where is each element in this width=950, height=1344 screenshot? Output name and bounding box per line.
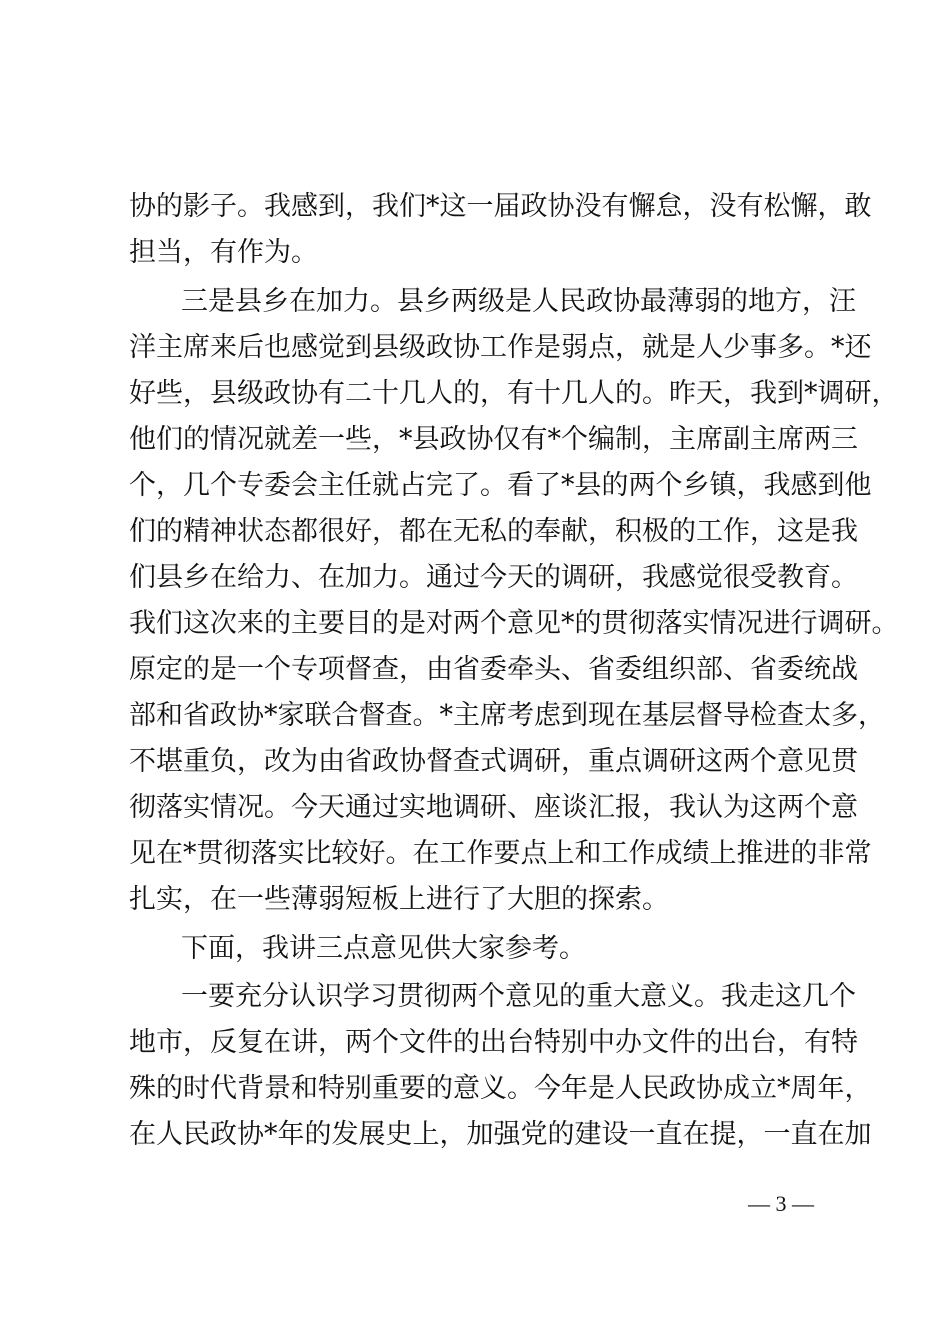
text-line: 们的精神状态都很好，都在无私的奉献，积极的工作，这是我 (129, 516, 858, 547)
text-line: 他们的情况就差一些，*县政协仅有*个编制，主席副主席两三 (129, 424, 858, 455)
text-line: 们县乡在给力、在加力。通过今天的调研，我感觉很受教育。 (129, 562, 858, 593)
text-line: 见在*贯彻落实比较好。在工作要点上和工作成绩上推进的非常 (129, 838, 872, 869)
paragraph-start-line: 三是县乡在加力。县乡两级是人民政协最薄弱的地方，汪 (181, 286, 856, 317)
text-line: 彻落实情况。今天通过实地调研、座谈汇报，我认为这两个意 (129, 792, 858, 823)
text-line: 我们这次来的主要目的是对两个意见*的贯彻落实情况进行调研。 (129, 608, 899, 639)
text-line: 地市，反复在讲，两个文件的出台特别中办文件的出台，有特 (129, 1027, 858, 1058)
text-line: 在人民政协*年的发展史上，加强党的建设一直在提，一直在加 (129, 1119, 872, 1150)
text-line: 洋主席来后也感觉到县级政协工作是弱点，就是人少事多。*还 (129, 332, 872, 363)
text-line: 担当，有作为。 (129, 237, 318, 268)
text-line: 协的影子。我感到，我们*这一届政协没有懈怠，没有松懈，敢 (129, 191, 872, 222)
text-line: 好些，县级政协有二十几人的，有十几人的。昨天，我到*调研， (129, 378, 899, 409)
text-line: 原定的是一个专项督查，由省委牵头、省委组织部、省委统战 (129, 654, 858, 685)
paragraph-start-line: 下面，我讲三点意见供大家参考。 (181, 933, 586, 964)
text-line: 部和省政协*家联合督查。*主席考虑到现在基层督导检查太多， (129, 700, 885, 731)
text-line: 扎实，在一些薄弱短板上进行了大胆的探索。 (129, 884, 669, 915)
text-line: 殊的时代背景和特别重要的意义。今年是人民政协成立*周年， (129, 1073, 872, 1104)
paragraph-start-line: 一要充分认识学习贯彻两个意见的重大意义。我走这几个 (181, 981, 856, 1012)
text-line: 不堪重负，改为由省政协督查式调研，重点调研这两个意见贯 (129, 746, 858, 777)
text-line: 个，几个专委会主任就占完了。看了*县的两个乡镇，我感到他 (129, 470, 872, 501)
page-number: — 3 — (748, 1191, 814, 1216)
